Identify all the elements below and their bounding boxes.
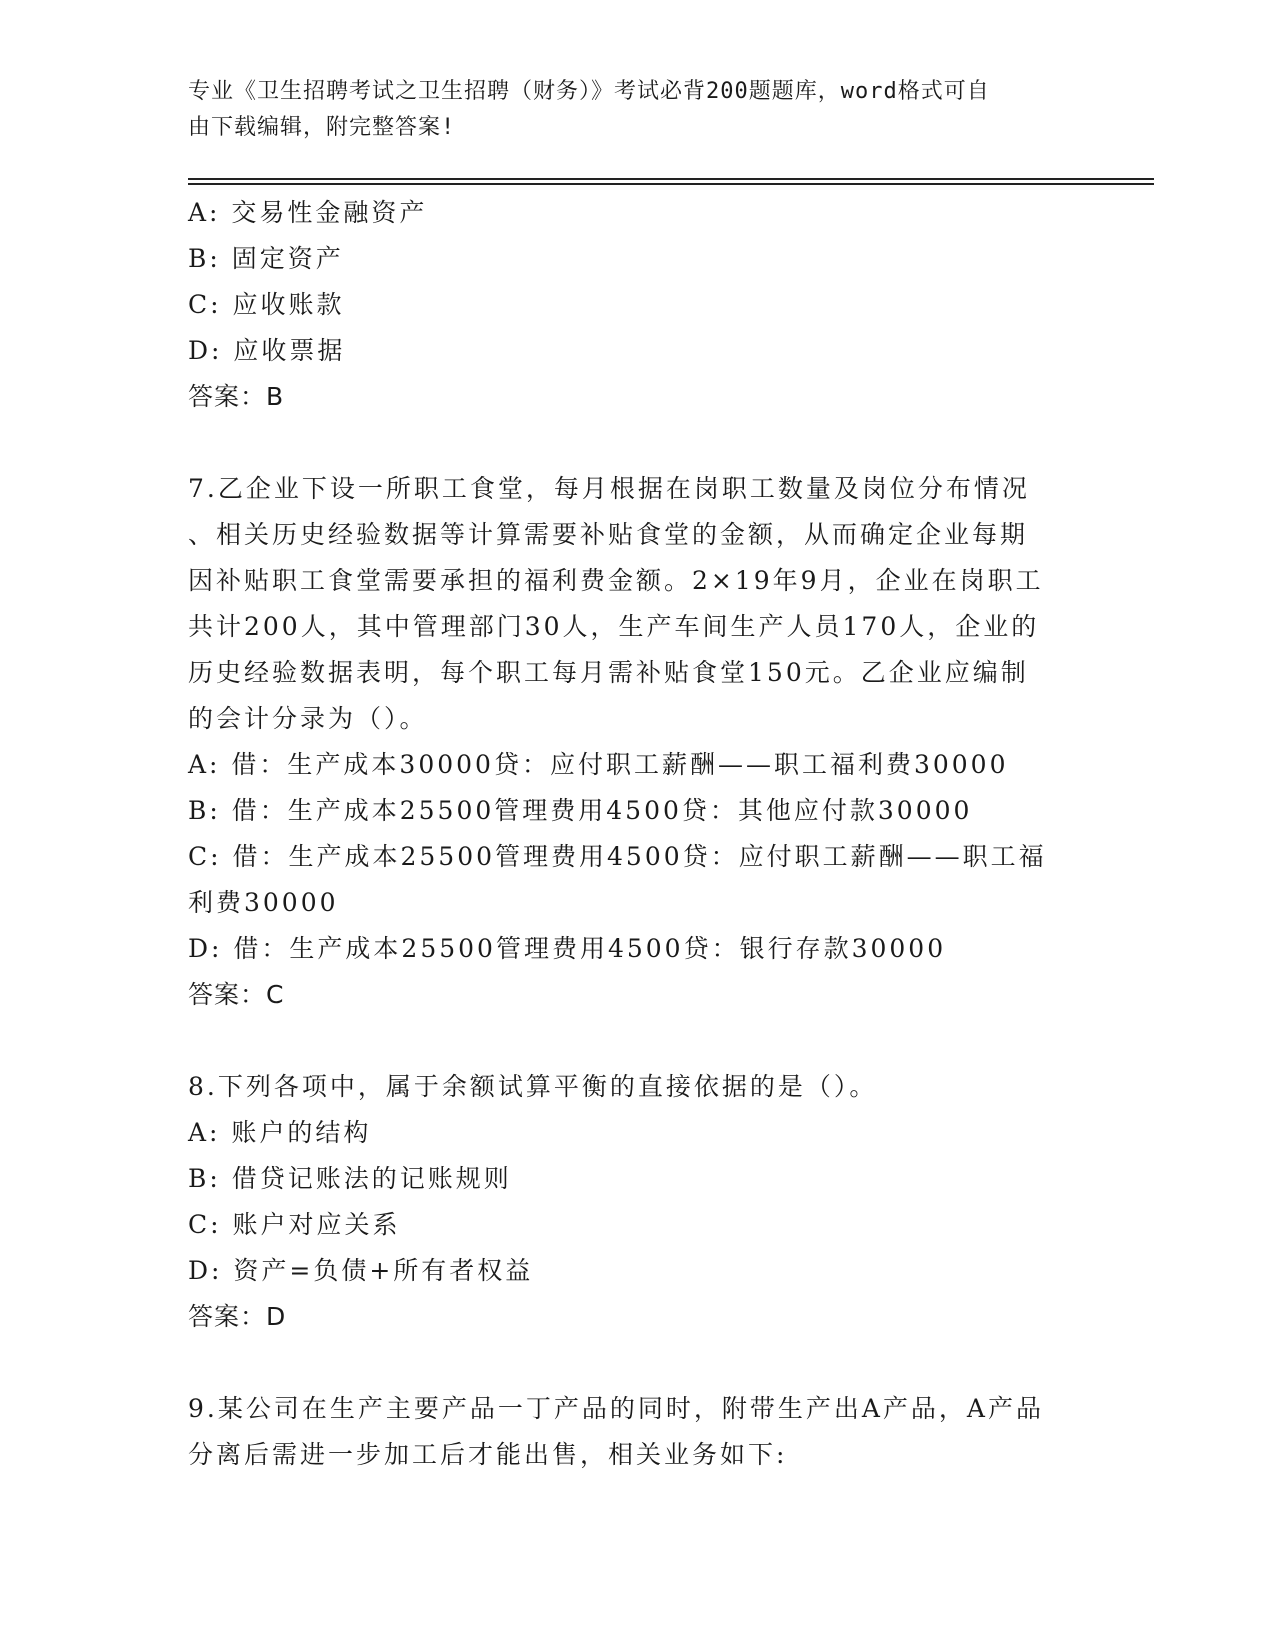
q9-stem-line: 分离后需进一步加工后才能出售，相关业务如下: bbox=[188, 1440, 788, 1469]
q7-stem-line: 7.乙企业下设一所职工食堂，每月根据在岗职工数量及岗位分布情况 bbox=[188, 474, 1030, 503]
q8-stem: 8.下列各项中，属于余额试算平衡的直接依据的是（）。 bbox=[188, 1072, 878, 1101]
q7-stem-line: 因补贴职工食堂需要承担的福利费金额。2×19年9月，企业在岗职工 bbox=[188, 566, 1044, 595]
q6-answer: 答案：B bbox=[188, 382, 285, 411]
header-line-2: 由下载编辑，附完整答案! bbox=[188, 115, 456, 140]
question-7 bbox=[188, 466, 1088, 1018]
question-list bbox=[188, 190, 1088, 1478]
question-8 bbox=[188, 1064, 1088, 1340]
q8-option-c: C: 账户对应关系 bbox=[188, 1210, 401, 1239]
q6-option-d: D: 应收票据 bbox=[188, 336, 346, 365]
question-9 bbox=[188, 1386, 1088, 1478]
q7-option-c-continued: 利费30000 bbox=[188, 888, 339, 917]
q6-option-b: B: 固定资产 bbox=[188, 244, 344, 273]
q6-option-c: C: 应收账款 bbox=[188, 290, 345, 319]
q7-option-b: B: 借：生产成本25500管理费用4500贷：其他应付款30000 bbox=[188, 796, 973, 825]
q7-stem-line: 共计200人，其中管理部门30人，生产车间生产人员170人，企业的 bbox=[188, 612, 1040, 641]
q7-stem-line: 的会计分录为（）。 bbox=[188, 704, 428, 733]
header-divider-bottom bbox=[188, 183, 1154, 185]
header-line-1: 专业《卫生招聘考试之卫生招聘（财务）》考试必背200题题库，word格式可自 bbox=[188, 79, 990, 104]
q6-option-a: A: 交易性金融资产 bbox=[188, 198, 428, 227]
q7-answer: 答案：C bbox=[188, 980, 285, 1009]
q9-stem-line: 9.某公司在生产主要产品一丁产品的同时，附带生产出A产品，A产品 bbox=[188, 1394, 1044, 1423]
q8-answer: 答案：D bbox=[188, 1302, 287, 1331]
q8-option-d: D: 资产=负债+所有者权益 bbox=[188, 1256, 534, 1285]
spacer bbox=[188, 420, 1088, 466]
q7-option-c: C: 借：生产成本25500管理费用4500贷：应付职工薪酬——职工福 bbox=[188, 842, 1047, 871]
q7-stem-line: 历史经验数据表明，每个职工每月需补贴食堂150元。乙企业应编制 bbox=[188, 658, 1029, 687]
spacer bbox=[188, 1018, 1088, 1064]
document-header bbox=[188, 74, 1068, 146]
header-divider-top bbox=[188, 178, 1154, 180]
spacer bbox=[188, 1340, 1088, 1386]
q8-option-b: B: 借贷记账法的记账规则 bbox=[188, 1164, 512, 1193]
q8-option-a: A: 账户的结构 bbox=[188, 1118, 372, 1147]
q7-stem-line: 、相关历史经验数据等计算需要补贴食堂的金额，从而确定企业每期 bbox=[188, 520, 1029, 549]
q7-option-a: A: 借：生产成本30000贷：应付职工薪酬——职工福利费30000 bbox=[188, 750, 1009, 779]
question-6 bbox=[188, 190, 1088, 420]
q7-option-d: D: 借：生产成本25500管理费用4500贷：银行存款30000 bbox=[188, 934, 947, 963]
